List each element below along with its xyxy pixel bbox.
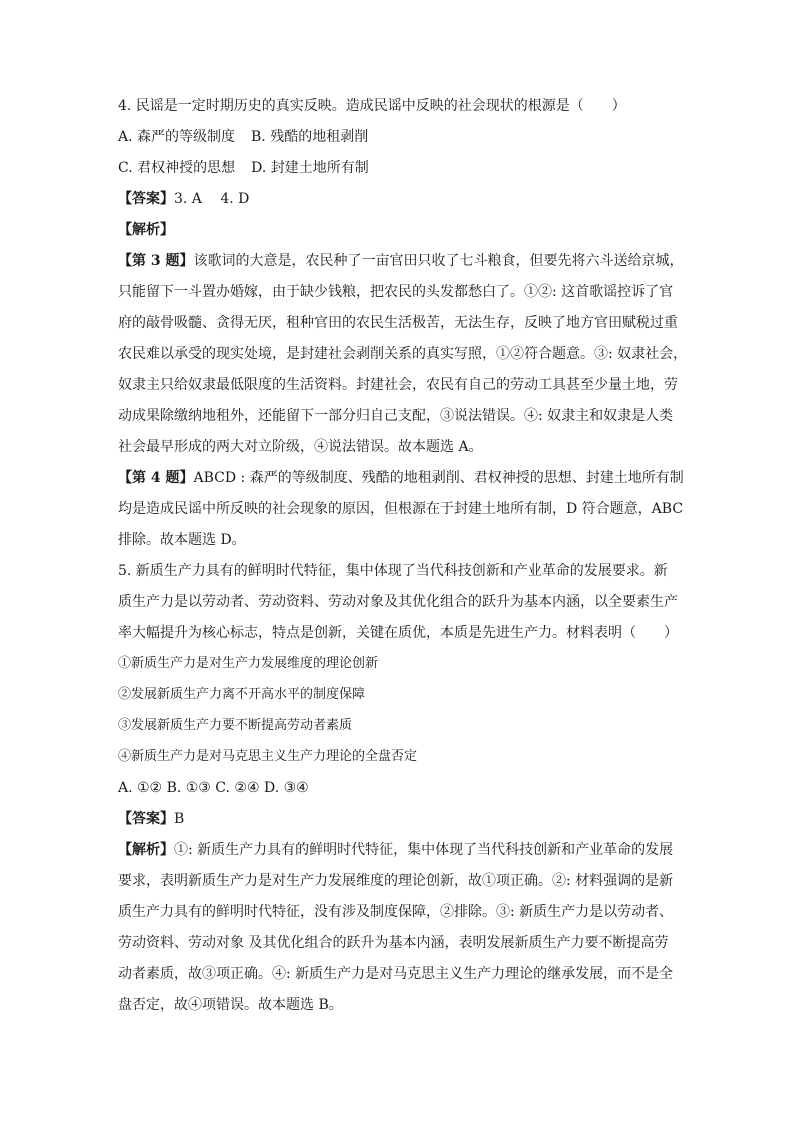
analysis-5-line-3: 质生产力具有的鲜明时代特征，没有涉及制度保障，②排除。③: 新质生产力是以劳动者、 [118, 904, 674, 920]
statement-4: ④新质生产力是对马克思主义生产力理论的全盘否定 [118, 749, 418, 764]
analysis-3-line-7: 社会最早形成的两大对立阶级，④说法错误。故本题选 A。 [118, 439, 483, 455]
question-5-line-3: 率大幅提升为核心标志，特点是创新，关键在质优，本质是先进生产力。材料表明（ ） [118, 625, 678, 641]
analysis-5-line-4: 劳动资料、劳动对象 及其优化组合的跃升为基本内涵，表明发展新质生产力要不断提高劳 [118, 935, 669, 951]
analysis-3-line-1: 【第 3 题】该歌词的大意是，农民种了一亩官田只收了七斗粮食，但要先将六斗送给京城， [118, 253, 684, 269]
statement-1: ①新质生产力是对生产力发展维度的理论创新 [118, 656, 379, 671]
page-content [118, 96, 688, 1026]
analysis-5-line-5: 动者素质，故③项正确。④: 新质生产力是对马克思主义生产力理论的继承发展，而不是全 [118, 966, 674, 982]
question-5-line-1: 5. 新质生产力具有的鲜明时代特征，集中体现了当代科技创新和产业革命的发展要求。新 [118, 563, 668, 579]
analysis-3-line-5: 奴隶主只给奴隶最低限度的生活资料。封建社会，农民有自己的劳动工具甚至少量土地，劳 [118, 377, 678, 393]
analysis-4-tag: 【第 4 题】 [118, 470, 194, 486]
statement-2: ②发展新质生产力离不开高水平的制度保障 [118, 687, 366, 702]
answer-text: 3. A 4. D [174, 191, 250, 207]
answer-5 [118, 809, 678, 829]
question-4-options-row-2 [118, 158, 678, 178]
analysis-question-4 [118, 468, 684, 550]
answer-5-tag: 【答案】 [118, 811, 174, 827]
analysis-label: 【解析】 [118, 222, 174, 238]
analysis-3-line-3: 府的敲骨吸髓、贪得无厌，租种官田的农民生活极苦，无法生存，反映了地方官田赋税过重 [118, 315, 678, 331]
analysis-question-3 [118, 251, 688, 457]
analysis-3-tag: 【第 3 题】 [118, 253, 194, 269]
analysis-4-line-2: 均是造成民谣中所反映的社会现象的原因，但根源在于封建土地所有制，D 符合题意，ABC [118, 501, 684, 517]
statement-3: ③发展新质生产力要不断提高劳动者素质 [118, 718, 353, 733]
analysis-5-tag: 【解析】 [118, 842, 174, 858]
analysis-5-line-2: 要求，表明新质生产力是对生产力发展维度的理论创新，故①项正确。②: 材料强调的是新 [118, 873, 674, 889]
question-4-stem: 4. 民谣是一定时期历史的真实反映。造成民谣中反映的社会现状的根源是（ ） [118, 98, 626, 114]
option-a: A. 森严的等级制度 [118, 129, 236, 145]
analysis-5-line-1: 【解析】①: 新质生产力具有的鲜明时代特征，集中体现了当代科技创新和产业革命的发展 [118, 842, 674, 858]
question-4-options-row-1 [118, 127, 678, 147]
analysis-4-line-3: 排除。故本题选 D。 [118, 532, 246, 548]
option-c: C. 君权神授的思想 [118, 160, 236, 176]
answer-tag: 【答案】 [118, 191, 174, 207]
question-5-stem [118, 561, 678, 643]
analysis-3-line-2: 只能留下一斗置办婚嫁，由于缺少钱粮，把农民的头发都愁白了。①②: 这首歌谣控诉了官 [118, 284, 674, 300]
analysis-3-line-6: 动成果除缴纳地租外，还能留下一部分归自己支配，③说法错误。④: 奴隶主和奴隶是人类 [118, 408, 674, 424]
analysis-5-line-6: 盘否定，故④项错误。故本题选 B。 [118, 997, 343, 1013]
option-d: D. 封建土地所有制 [251, 160, 369, 176]
analysis-3-line-4: 农民难以承受的现实处境，是封建社会剥削关系的真实写照，①②符合题意。③: 奴隶社会， [118, 346, 688, 362]
question-5-options: A. ①② B. ①③ C. ②④ D. ③④ [118, 780, 309, 796]
question-5-line-2: 质生产力是以劳动者、劳动资料、劳动对象及其优化组合的跃升为基本内涵，以全要素生产 [118, 594, 678, 610]
answer-5-text: B [174, 811, 185, 827]
option-b: B. 残酷的地租剥削 [251, 129, 369, 145]
answer-3-4 [118, 189, 678, 209]
analysis-question-5 [118, 840, 678, 1015]
analysis-4-line-1: 【第 4 题】ABCD : 森严的等级制度、残酷的地租剥削、君权神授的思想、封建土地所有制 [118, 470, 684, 486]
